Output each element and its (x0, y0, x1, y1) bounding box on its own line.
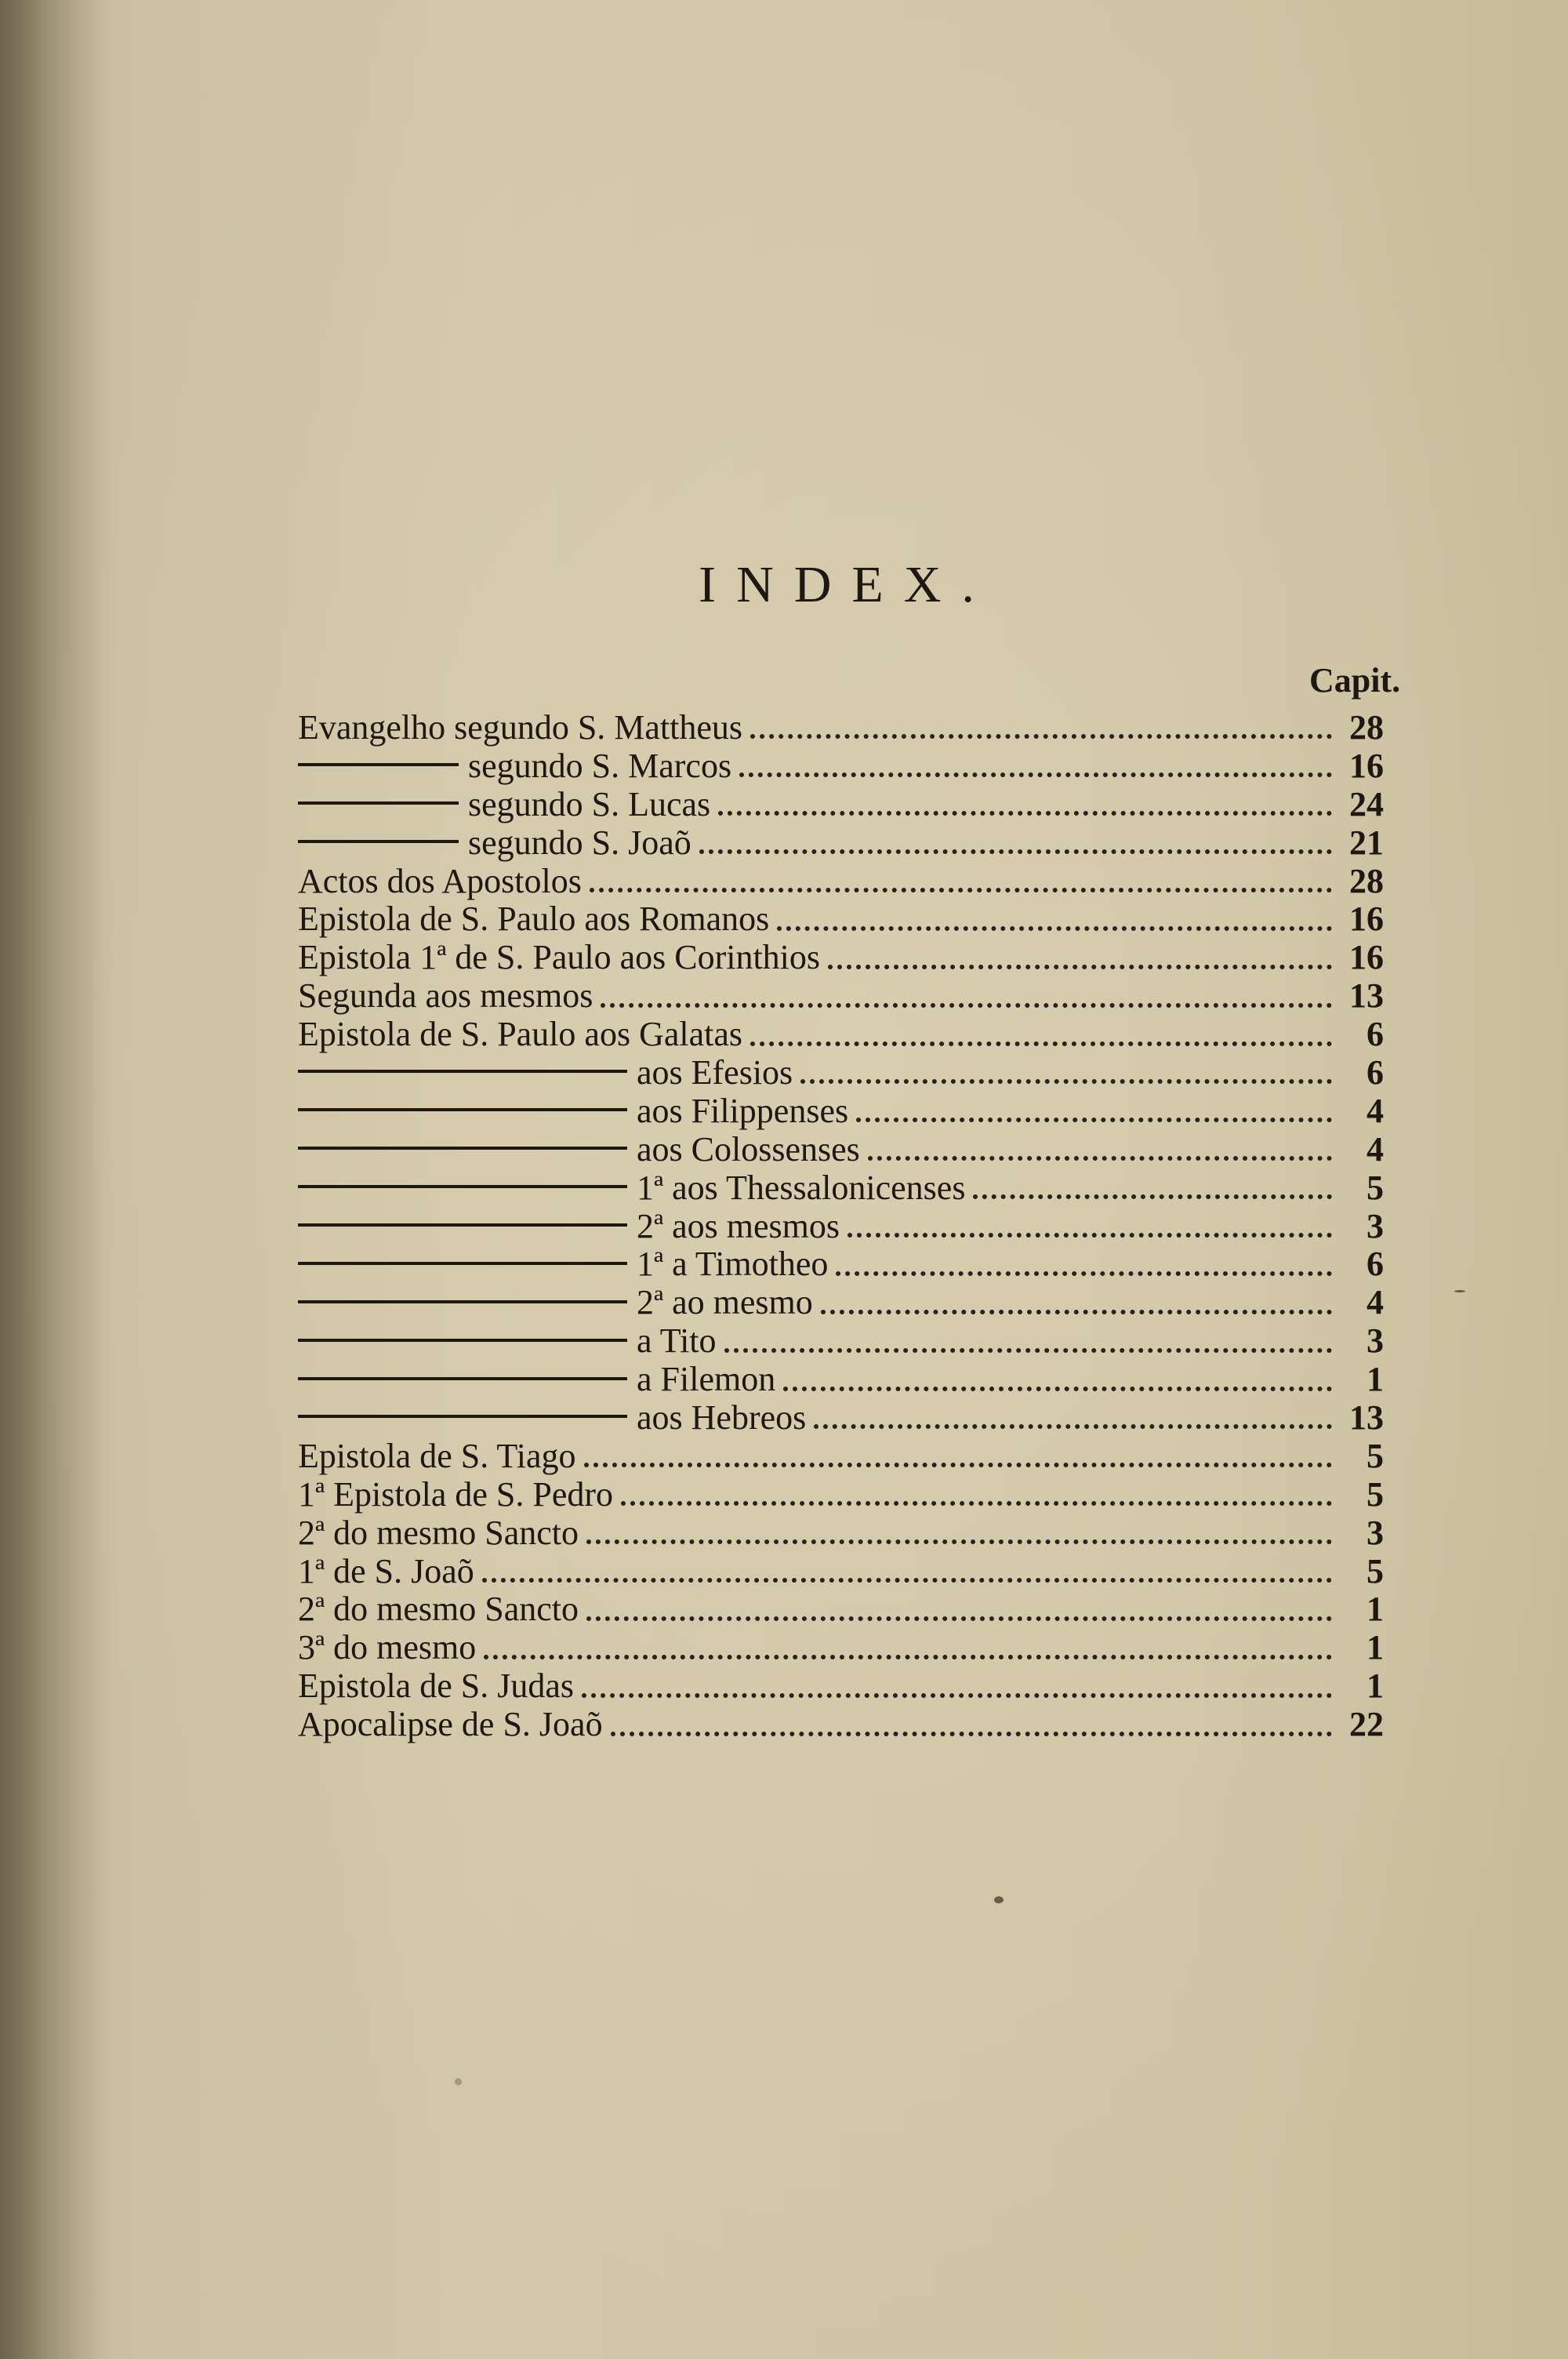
dot-leader (783, 1379, 1332, 1391)
ditto-rule (298, 1300, 627, 1303)
entry-title: Segunda aos mesmos (298, 976, 593, 1016)
chapter-count: 28 (1349, 708, 1384, 747)
entry-title: 2ª ao mesmo (637, 1283, 813, 1322)
ditto-rule (298, 840, 459, 843)
dot-leader (828, 957, 1332, 969)
index-entry (298, 746, 1384, 784)
page-gutter-shadow (0, 0, 102, 2359)
ditto-rule (298, 1070, 627, 1073)
index-entry (298, 1474, 1384, 1513)
chapter-count: 3 (1367, 1206, 1384, 1245)
index-entry (298, 1206, 1384, 1245)
entry-title: 1ª aos Thessalonicenses (637, 1168, 966, 1207)
chapters-column-header: Capit. (1309, 661, 1401, 700)
dot-leader (611, 1724, 1332, 1736)
dot-leader (621, 1493, 1332, 1506)
entry-title: aos Hebreos (637, 1398, 807, 1438)
index-entry (298, 784, 1384, 823)
index-entry (298, 976, 1384, 1014)
chapter-count: 5 (1367, 1474, 1384, 1514)
paper-speck (1454, 1290, 1465, 1292)
entry-title: 1ª a Timotheo (637, 1245, 829, 1284)
chapter-count: 6 (1367, 1245, 1384, 1284)
index-entry (298, 1129, 1384, 1168)
entry-title: 2ª aos mesmos (637, 1206, 840, 1245)
chapter-count: 1 (1367, 1667, 1384, 1706)
ditto-rule (298, 763, 459, 766)
index-entry (298, 1168, 1384, 1206)
dot-leader (586, 1608, 1332, 1621)
dot-leader (777, 918, 1332, 931)
entry-title: Epistola 1ª de S. Paulo aos Corinthios (298, 938, 821, 977)
dot-leader (724, 1340, 1332, 1353)
chapter-count: 4 (1367, 1091, 1384, 1130)
chapter-count: 1 (1367, 1590, 1384, 1629)
entry-title: 2ª do mesmo Sancto (298, 1590, 579, 1629)
chapter-count: 6 (1367, 1015, 1384, 1054)
dot-leader (582, 1685, 1332, 1698)
chapter-count: 1 (1367, 1360, 1384, 1399)
dot-leader (484, 1647, 1332, 1659)
chapter-count: 28 (1349, 861, 1384, 900)
dot-leader (750, 1034, 1332, 1046)
ditto-rule (298, 1262, 627, 1265)
index-entry (298, 823, 1384, 861)
dot-leader (584, 1455, 1333, 1467)
index-list (298, 707, 1384, 1743)
index-entry (298, 1513, 1384, 1551)
dot-leader (750, 726, 1332, 739)
dot-leader (601, 995, 1332, 1008)
chapter-count: 5 (1367, 1168, 1384, 1207)
ditto-rule (298, 1415, 627, 1418)
chapter-count: 1 (1367, 1628, 1384, 1667)
ditto-rule (298, 1147, 627, 1150)
dot-leader (814, 1416, 1332, 1429)
entry-title: 1ª Epistola de S. Pedro (298, 1474, 613, 1514)
chapter-count: 16 (1349, 746, 1384, 785)
dot-leader (590, 880, 1332, 892)
entry-title: 1ª de S. Joaõ (298, 1551, 474, 1590)
ditto-rule (298, 1108, 627, 1111)
ditto-rule (298, 801, 459, 805)
dot-leader (973, 1187, 1332, 1199)
dot-leader (800, 1071, 1332, 1084)
entry-title: Epistola de S. Tiago (298, 1436, 576, 1475)
index-entry (298, 1014, 1384, 1052)
entry-title: a Tito (637, 1321, 717, 1361)
paper-speck (994, 1896, 1004, 1903)
entry-title: aos Efesios (637, 1053, 793, 1092)
dot-leader (836, 1263, 1332, 1276)
chapter-count: 3 (1367, 1513, 1384, 1552)
dot-leader (868, 1148, 1332, 1161)
entry-title: segundo S. Lucas (468, 784, 711, 823)
paper-speck (455, 2078, 462, 2085)
index-entry (298, 1282, 1384, 1321)
chapter-count: 16 (1349, 900, 1384, 939)
entry-title: segundo S. Marcos (468, 746, 732, 785)
entry-title: Apocalipse de S. Joaõ (298, 1705, 603, 1744)
index-entry (298, 861, 1384, 900)
dot-leader (821, 1302, 1332, 1314)
entry-title: aos Filippenses (637, 1091, 849, 1130)
entry-title: Evangelho segundo S. Mattheus (298, 708, 743, 747)
chapter-count: 4 (1367, 1129, 1384, 1169)
dot-leader (699, 841, 1332, 854)
index-entry (298, 1589, 1384, 1627)
chapter-count: 6 (1367, 1053, 1384, 1092)
chapter-count: 13 (1349, 1398, 1384, 1438)
index-entry (298, 1551, 1384, 1590)
dot-leader (848, 1225, 1332, 1238)
ditto-rule (298, 1339, 627, 1342)
chapter-count: 4 (1367, 1283, 1384, 1322)
entry-title: Epistola de S. Judas (298, 1667, 574, 1706)
dot-leader (718, 803, 1332, 816)
index-entry (298, 1359, 1384, 1398)
chapter-count: 3 (1367, 1321, 1384, 1361)
dot-leader (739, 765, 1332, 777)
entry-title: segundo S. Joaõ (468, 823, 691, 862)
chapter-count: 22 (1349, 1705, 1384, 1744)
index-entry (298, 707, 1384, 746)
dot-leader (482, 1570, 1332, 1583)
index-entry (298, 1091, 1384, 1129)
index-entry (298, 1321, 1384, 1359)
index-entry (298, 1436, 1384, 1474)
index-entry (298, 1244, 1384, 1282)
entry-title: Actos dos Apostolos (298, 861, 582, 900)
index-entry (298, 899, 1384, 937)
entry-title: 3ª do mesmo (298, 1628, 477, 1667)
ditto-rule (298, 1223, 627, 1227)
index-entry (298, 1398, 1384, 1436)
chapter-count: 16 (1349, 938, 1384, 977)
chapter-count: 5 (1367, 1436, 1384, 1475)
index-entry (298, 1666, 1384, 1704)
entry-title: 2ª do mesmo Sancto (298, 1513, 579, 1552)
index-entry (298, 937, 1384, 976)
dot-leader (856, 1110, 1332, 1122)
index-entry (298, 1627, 1384, 1666)
entry-title: aos Colossenses (637, 1129, 860, 1169)
entry-title: a Filemon (637, 1360, 776, 1399)
ditto-rule (298, 1377, 627, 1380)
dot-leader (586, 1532, 1332, 1544)
page-title: INDEX. (699, 556, 995, 613)
index-entry (298, 1052, 1384, 1091)
chapter-count: 21 (1349, 823, 1384, 862)
ditto-rule (298, 1185, 627, 1188)
chapter-count: 5 (1367, 1551, 1384, 1590)
chapter-count: 24 (1349, 784, 1384, 823)
entry-title: Epistola de S. Paulo aos Galatas (298, 1015, 743, 1054)
index-entry (298, 1704, 1384, 1743)
entry-title: Epistola de S. Paulo aos Romanos (298, 900, 770, 939)
chapter-count: 13 (1349, 976, 1384, 1016)
